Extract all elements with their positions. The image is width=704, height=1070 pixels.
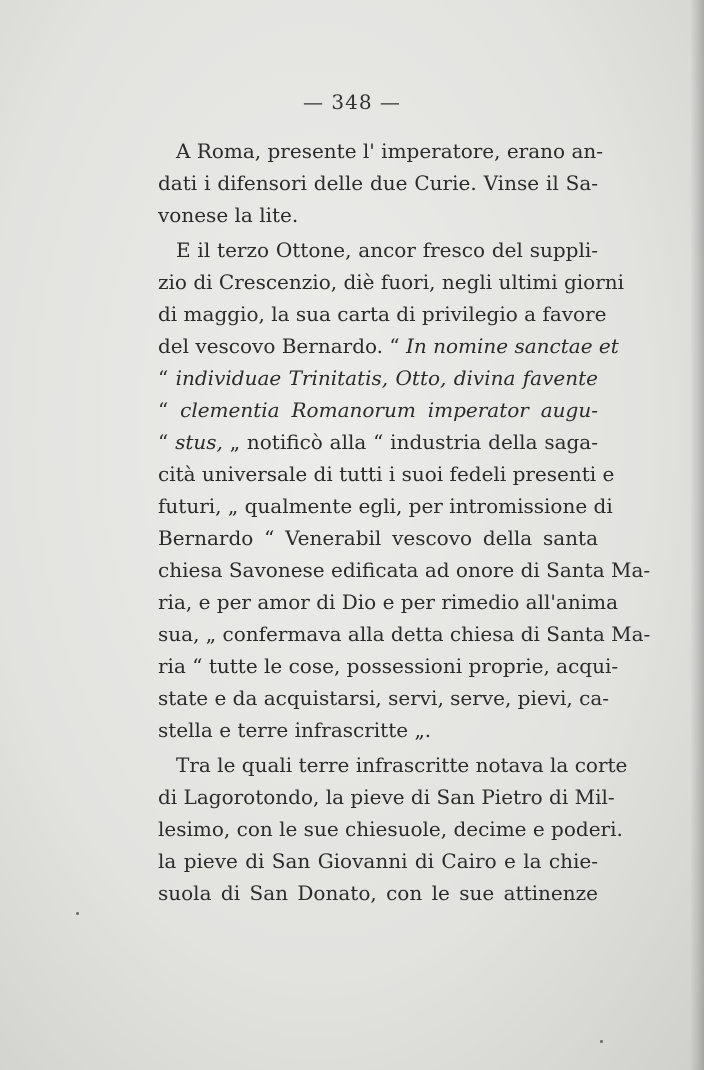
text-line: vonese la lite. [158,203,299,227]
text-line [158,330,619,362]
text-line: ria, e per amor di Dio e per rimedio all'anima [158,590,618,614]
text-segment: „ notificò alla “ industria della saga- [222,430,598,454]
ink-speck [600,1040,603,1043]
text-line: la pieve di San Giovanni di Cairo e la chie- [158,849,598,873]
text-line: E il terzo Ottone, ancor fresco del suppli- [176,238,598,262]
italic-text: stus, [175,430,223,454]
text-line [158,394,598,426]
text-segment: del vescovo Bernardo. “ [158,334,406,358]
text-line: zio di Crescenzio, diè fuori, negli ultimi giorni [158,270,625,294]
text-line: ria “ tutte le cose, possessioni proprie, acqui- [158,654,619,678]
text-line: Bernardo “ Venerabil vescovo della santa [158,526,598,550]
text-line: sua, „ confermava alla detta chiesa di Santa Ma- [158,622,651,646]
italic-text: In nomine sanctae et [405,334,619,358]
text-line: chiesa Savonese edificata ad onore di Santa Ma- [158,558,651,582]
italic-text: individuae Trinitatis, Otto, divina favente [175,366,598,390]
page-edge-shadow [690,0,704,1070]
text-line: di maggio, la sua carta di privilegio a favore [158,302,607,326]
text-line [158,362,598,394]
text-segment: “ [158,398,181,422]
text-segment: “ [158,366,176,390]
italic-text: clementia Romanorum imperator augu- [180,398,598,422]
text-line [158,426,598,458]
text-line: A Roma, presente l' imperatore, erano an- [176,139,604,163]
page-number: — 348 — [303,90,401,114]
text-line: futuri, „ qualmente egli, per intromissione di [158,494,613,518]
text-line: cità universale di tutti i suoi fedeli presenti e [158,462,615,486]
text-line: state e da acquistarsi, servi, serve, pievi, ca- [158,686,610,710]
text-line: Tra le quali terre infrascritte notava la corte [176,753,628,777]
text-line: lesimo, con le sue chiesuole, decime e poderi. [158,817,623,841]
body-text [158,135,651,909]
text-line: stella e terre infrascritte „. [158,718,432,742]
text-line: di Lagorotondo, la pieve di San Pietro di Mil- [158,785,615,809]
text-segment: “ [158,430,176,454]
ink-speck [76,912,79,915]
text-line: suola di San Donato, con le sue attinenze [158,881,598,905]
text-line: dati i difensori delle due Curie. Vinse il Sa- [158,171,598,195]
